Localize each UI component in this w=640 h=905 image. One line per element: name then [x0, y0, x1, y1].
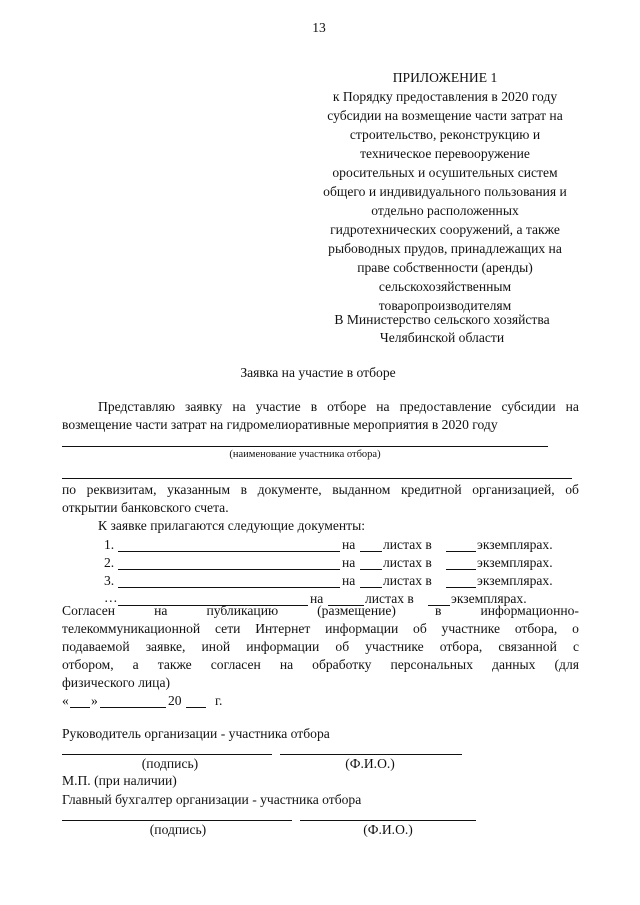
word: отбора,	[514, 621, 558, 636]
document-number: …	[104, 590, 118, 605]
copies-count-field[interactable]	[446, 569, 476, 570]
consent-line-2	[62, 621, 579, 637]
document-name-field[interactable]	[118, 587, 340, 588]
participant-name-field[interactable]	[62, 446, 548, 447]
word: информационно-	[480, 603, 579, 618]
page-number: 13	[312, 20, 326, 35]
word: отбора,	[439, 639, 483, 654]
appendix-title: ПРИЛОЖЕНИЕ 1	[392, 70, 498, 85]
word: об	[565, 482, 579, 497]
appendix-line: гидротехнических сооружений, а также	[330, 222, 560, 237]
word: Согласен	[62, 603, 116, 618]
document-name-field[interactable]	[118, 569, 340, 570]
sheets-count-field[interactable]	[360, 587, 382, 588]
appendix-line: рыбоводных прудов, принадлежащих на	[328, 241, 562, 256]
appendix-line: отдельно расположенных	[371, 203, 519, 218]
appendix-line: строительство, реконструкцию и	[349, 127, 541, 142]
consent-line-4	[62, 657, 579, 673]
copies-count-field[interactable]	[446, 551, 476, 552]
word: персональных	[390, 657, 473, 672]
year-prefix: 20	[168, 693, 182, 708]
year-field[interactable]	[186, 707, 206, 708]
word: реквизитам,	[86, 482, 157, 497]
sheets-label: листах в	[383, 537, 432, 552]
appendix-line: товаропроизводителям	[378, 298, 512, 313]
word: (размещение)	[317, 603, 396, 618]
copies-count-field[interactable]	[446, 587, 476, 588]
day-field[interactable]	[70, 707, 90, 708]
word: участнике	[365, 639, 424, 654]
copies-label: экземплярах.	[451, 591, 527, 606]
sheets-label: листах в	[383, 555, 432, 570]
word: по	[62, 482, 77, 497]
document-number: 1.	[104, 537, 115, 552]
word: выданном	[332, 482, 391, 497]
word: участие	[255, 399, 301, 414]
word: данных	[492, 657, 536, 672]
appendix-line: субсидии на возмещение части затрат на	[327, 108, 563, 123]
document-number: 2.	[104, 555, 115, 570]
word: отбором,	[62, 657, 114, 672]
appendix-line: праве собственности (аренды)	[357, 260, 533, 275]
word: указанным	[167, 482, 231, 497]
word: Представляю	[98, 399, 175, 414]
word: в	[434, 603, 442, 618]
word: на	[154, 603, 168, 618]
appendix-line: оросительных и осушительных систем	[332, 165, 558, 180]
on-label: на	[310, 591, 324, 606]
year-suffix: г.	[215, 693, 223, 708]
word: об	[335, 639, 350, 654]
word: предоставление	[399, 399, 492, 414]
requisites-line-2: открытии банковского счета.	[62, 500, 229, 515]
form-title: Заявка на участие в отборе	[240, 365, 396, 380]
word: обработку	[312, 657, 372, 672]
appendix-line: общего и индивидуального пользования и	[323, 184, 567, 199]
word: публикацию	[206, 603, 279, 618]
word: документе,	[257, 482, 322, 497]
participant-name-field-2[interactable]	[62, 478, 572, 479]
accountant-title: Главный бухгалтер организации - участника отбора	[62, 792, 362, 807]
head-name-field[interactable]	[280, 754, 462, 755]
accountant-signature-caption: (подпись)	[149, 822, 207, 837]
word: отборе	[327, 399, 367, 414]
copies-label: экземплярах.	[477, 555, 553, 570]
seal-note: М.П. (при наличии)	[62, 773, 177, 788]
word: согласен	[210, 657, 261, 672]
word: на	[376, 399, 390, 414]
sheets-count-field[interactable]	[360, 551, 382, 552]
sheets-count-field[interactable]	[360, 569, 382, 570]
sheets-label: листах в	[365, 591, 414, 606]
word: заявке,	[145, 639, 186, 654]
head-signature-field[interactable]	[62, 754, 272, 755]
date-open-quote: «	[62, 693, 69, 708]
word: иной	[201, 639, 231, 654]
word: с	[572, 639, 579, 654]
word: кредитной	[400, 482, 462, 497]
intro-line-1	[98, 399, 579, 415]
addressee-line: Челябинской области	[379, 330, 505, 345]
word: об	[413, 621, 427, 636]
word: сети	[214, 621, 241, 636]
addressee-line: В Министерство сельского хозяйства	[334, 312, 550, 327]
accountant-signature-field[interactable]	[62, 820, 292, 821]
month-field[interactable]	[100, 707, 166, 708]
word: (для	[554, 657, 579, 672]
word: также	[157, 657, 192, 672]
accountant-name-field[interactable]	[300, 820, 476, 821]
head-title: Руководитель организации - участника отбора	[62, 726, 330, 741]
word: на	[279, 657, 294, 672]
head-name-caption: (Ф.И.О.)	[345, 756, 395, 771]
document-number: 3.	[104, 573, 115, 588]
word: участнике	[441, 621, 501, 636]
on-label: на	[342, 537, 356, 552]
word: субсидии	[501, 399, 556, 414]
appendix-line: сельскохозяйственным	[378, 279, 512, 294]
word: на	[232, 399, 246, 414]
word: в	[310, 399, 318, 414]
appendix-line: техническое перевооружение	[360, 146, 530, 161]
word: на	[565, 399, 579, 414]
consent-line-1	[62, 603, 579, 619]
document-name-field[interactable]	[118, 551, 340, 552]
sheets-label: листах в	[383, 573, 432, 588]
word: информации	[246, 639, 320, 654]
consent-line-5: физического лица)	[62, 675, 171, 690]
copies-label: экземплярах.	[477, 537, 553, 552]
copies-label: экземплярах.	[477, 573, 553, 588]
word: Интернет	[255, 621, 311, 636]
word: о	[572, 621, 579, 636]
intro-line-2: возмещение части затрат на гидромелиоративные мероприятия в 2020 году	[62, 417, 498, 432]
on-label: на	[342, 573, 356, 588]
consent-line-3	[62, 639, 579, 655]
word: связанной	[498, 639, 557, 654]
appendix-line: к Порядку предоставления в 2020 году	[332, 89, 558, 104]
word: организацией,	[472, 482, 555, 497]
word: в	[240, 482, 248, 497]
word: подаваемой	[62, 639, 130, 654]
participant-name-caption: (наименование участника отбора)	[229, 449, 381, 460]
head-signature-caption: (подпись)	[141, 756, 199, 771]
word: заявку	[185, 399, 223, 414]
word: а	[132, 657, 139, 672]
word: информации	[325, 621, 399, 636]
documents-heading: К заявке прилагаются следующие документы:	[98, 518, 365, 533]
on-label: на	[342, 555, 356, 570]
accountant-name-caption: (Ф.И.О.)	[363, 822, 413, 837]
date-close-quote: »	[91, 693, 98, 708]
requisites-line-1	[62, 482, 579, 498]
word: телекоммуникационной	[62, 621, 201, 636]
